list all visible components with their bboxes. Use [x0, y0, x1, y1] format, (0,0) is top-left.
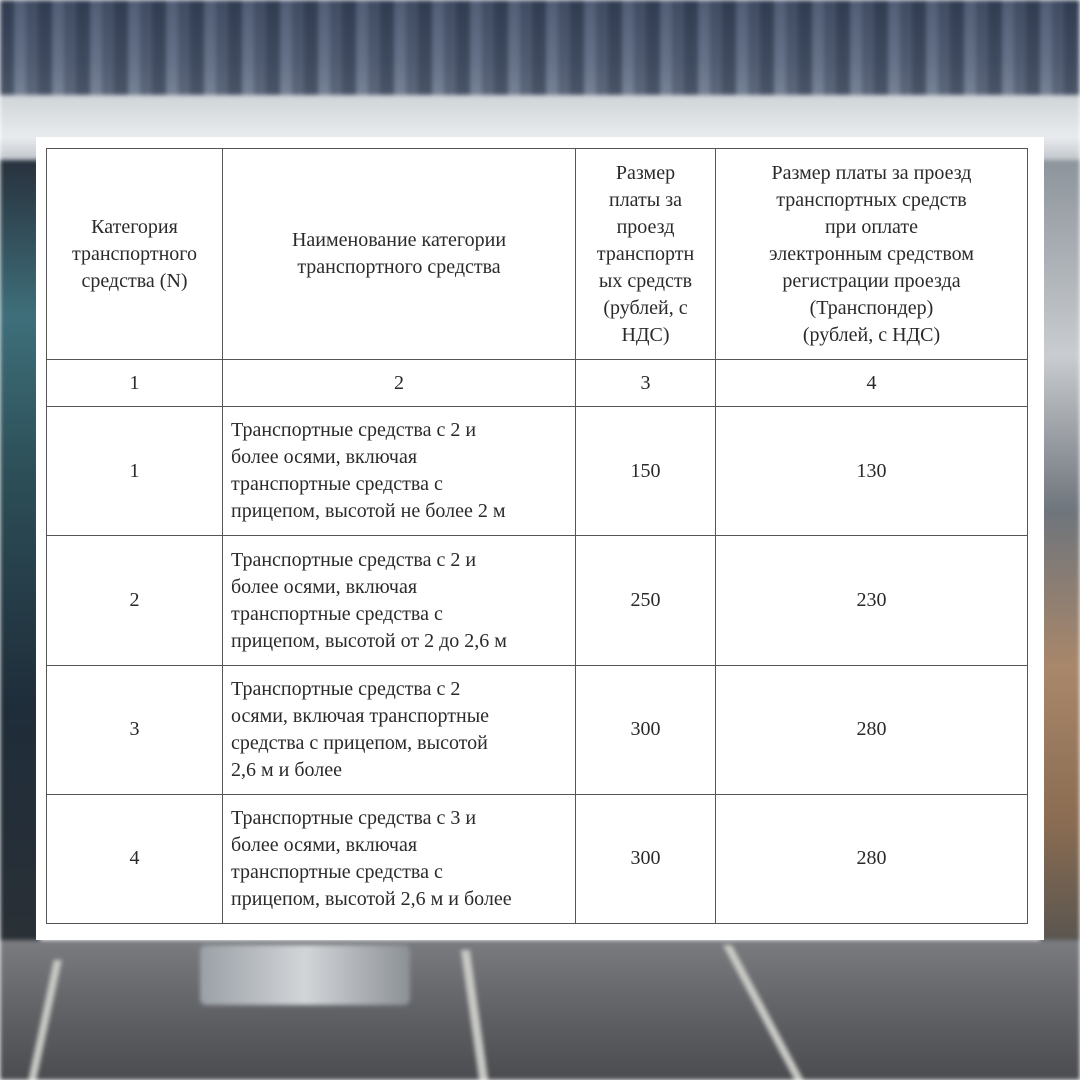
fee-cell: 250	[576, 536, 716, 665]
toll-fee-table	[46, 148, 1028, 924]
fee-transponder-cell: 280	[716, 665, 1028, 794]
header-fee-transponder-text: Размер платы за проезд транспортных средств при оплате электронным средством регистрации проезда (Транспондер) (рублей, с НДС)	[769, 161, 974, 346]
table-row	[47, 407, 1028, 536]
background-left-structure	[0, 160, 40, 940]
column-number: 1	[47, 360, 223, 407]
category-cell: 2	[47, 536, 223, 665]
fee-transponder-cell: 130	[716, 407, 1028, 536]
category-cell: 4	[47, 794, 223, 923]
fee-cell: 150	[576, 407, 716, 536]
table-row	[47, 536, 1028, 665]
fee-cell: 300	[576, 794, 716, 923]
fee-transponder-cell: 230	[716, 536, 1028, 665]
header-category	[47, 149, 223, 360]
category-cell: 1	[47, 407, 223, 536]
description-text: Транспортные средства с 2 осями, включая транспортные средства с прицепом, высотой 2,6 м и более	[231, 677, 490, 781]
description-cell	[223, 536, 576, 665]
description-cell	[223, 665, 576, 794]
description-text: Транспортные средства с 3 и более осями, включая транспортные средства с прицепом, высотой 2,6 м и более	[231, 806, 512, 910]
description-cell	[223, 794, 576, 923]
table-row	[47, 665, 1028, 794]
header-fee-text: Размер платы за проезд транспортн ых средств (рублей, с НДС)	[596, 161, 695, 346]
background-right-structure	[1040, 160, 1080, 940]
column-number: 4	[716, 360, 1028, 407]
fee-transponder-cell: 280	[716, 794, 1028, 923]
header-fee	[576, 149, 716, 360]
document-sheet	[36, 137, 1044, 940]
table-row	[47, 794, 1028, 923]
header-category-text: Категория транспортного средства (N)	[71, 215, 198, 292]
column-number: 2	[223, 360, 576, 407]
description-text: Транспортные средства с 2 и более осями, включая транспортные средства с прицепом, высотой не более 2 м	[231, 419, 506, 523]
description-text: Транспортные средства с 2 и более осями, включая транспортные средства с прицепом, высотой от 2 до 2,6 м	[231, 548, 507, 652]
description-cell	[223, 407, 576, 536]
header-category-name	[223, 149, 576, 360]
fee-cell: 300	[576, 665, 716, 794]
table-header-row	[47, 149, 1028, 360]
column-number-row	[47, 360, 1028, 407]
header-fee-transponder	[716, 149, 1028, 360]
category-cell: 3	[47, 665, 223, 794]
column-number: 3	[576, 360, 716, 407]
header-category-name-text: Наименование категории транспортного средства	[291, 229, 507, 279]
background-toll-booth	[200, 945, 410, 1005]
background-road	[0, 940, 1080, 1080]
